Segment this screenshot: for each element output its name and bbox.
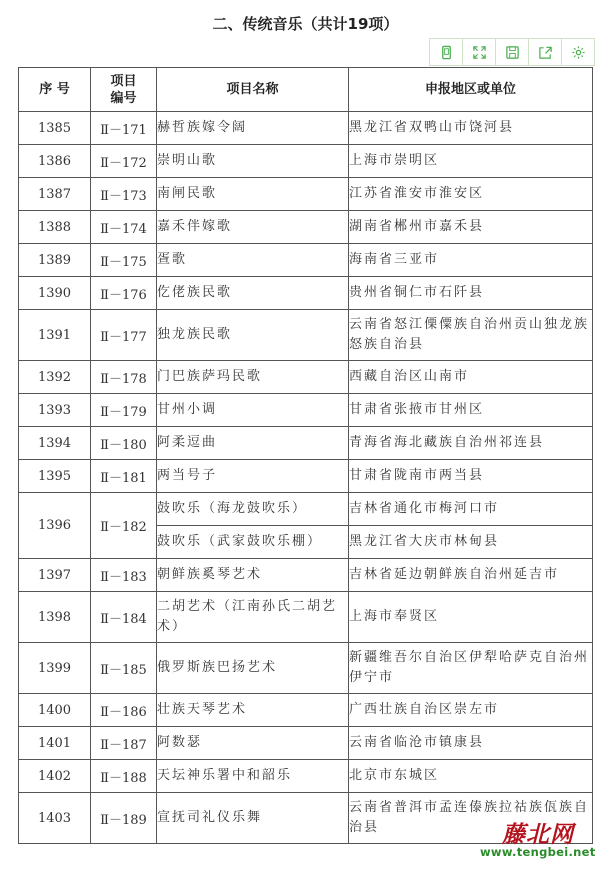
header-code: 项目 编号 xyxy=(91,68,157,112)
cell-name: 门巴族萨玛民歌 xyxy=(157,361,349,394)
cell-no: 1388 xyxy=(19,211,91,244)
table-row xyxy=(19,211,593,244)
cell-place: 广西壮族自治区崇左市 xyxy=(349,694,593,727)
fullscreen-icon xyxy=(472,45,487,60)
cell-place: 上海市崇明区 xyxy=(349,145,593,178)
table-header-row xyxy=(19,68,593,112)
table-row xyxy=(19,394,593,427)
share-icon xyxy=(538,45,553,60)
table-row xyxy=(19,361,593,394)
cell-no: 1387 xyxy=(19,178,91,211)
cell-name: 朝鲜族奚琴艺术 xyxy=(157,559,349,592)
cell-code: Ⅱ－171 xyxy=(91,112,157,145)
share-button[interactable] xyxy=(528,38,562,66)
table-row xyxy=(19,427,593,460)
cell-no: 1403 xyxy=(19,793,91,844)
cell-name: 二胡艺术（江南孙氏二胡艺术） xyxy=(157,592,349,643)
cell-name: 宣抚司礼仪乐舞 xyxy=(157,793,349,844)
table-row xyxy=(19,178,593,211)
cell-code: Ⅱ－185 xyxy=(91,643,157,694)
cell-name: 天坛神乐署中和韶乐 xyxy=(157,760,349,793)
cell-place: 贵州省铜仁市石阡县 xyxy=(349,277,593,310)
cell-place: 湖南省郴州市嘉禾县 xyxy=(349,211,593,244)
table-row xyxy=(19,643,593,694)
cell-place: 云南省临沧市镇康县 xyxy=(349,727,593,760)
cell-place: 青海省海北藏族自治州祁连县 xyxy=(349,427,593,460)
table-row xyxy=(19,145,593,178)
cell-no: 1386 xyxy=(19,145,91,178)
table-row xyxy=(19,310,593,361)
toolbar xyxy=(430,38,595,66)
table-row xyxy=(19,592,593,643)
table-row xyxy=(19,559,593,592)
cell-code: Ⅱ－188 xyxy=(91,760,157,793)
cell-place: 海南省三亚市 xyxy=(349,244,593,277)
cell-no: 1385 xyxy=(19,112,91,145)
cell-code: Ⅱ－176 xyxy=(91,277,157,310)
header-name: 项目名称 xyxy=(157,68,349,112)
cell-place: 江苏省淮安市淮安区 xyxy=(349,178,593,211)
cell-code: Ⅱ－181 xyxy=(91,460,157,493)
cell-place: 上海市奉贤区 xyxy=(349,592,593,643)
settings-icon xyxy=(571,45,586,60)
cell-name: 独龙族民歌 xyxy=(157,310,349,361)
table-row xyxy=(19,244,593,277)
cell-name: 俄罗斯族巴扬艺术 xyxy=(157,643,349,694)
cell-place: 黑龙江省双鸭山市饶河县 xyxy=(349,112,593,145)
cell-code: Ⅱ－183 xyxy=(91,559,157,592)
save-button[interactable] xyxy=(495,38,529,66)
header-place: 申报地区或单位 xyxy=(349,68,593,112)
cell-place: 云南省怒江傈僳族自治州贡山独龙族怒族自治县 xyxy=(349,310,593,361)
header-no: 序 号 xyxy=(19,68,91,112)
watermark-logo: 藤北网 xyxy=(502,821,574,848)
cell-code: Ⅱ－174 xyxy=(91,211,157,244)
cell-name: 两当号子 xyxy=(157,460,349,493)
fullscreen-button[interactable] xyxy=(462,38,496,66)
cell-no: 1394 xyxy=(19,427,91,460)
cell-no: 1399 xyxy=(19,643,91,694)
cell-code: Ⅱ－175 xyxy=(91,244,157,277)
table-row xyxy=(19,112,593,145)
cell-place: 黑龙江省大庆市林甸县 xyxy=(349,526,593,559)
mobile-icon xyxy=(439,45,454,60)
cell-place: 新疆维吾尔自治区伊犁哈萨克自治州伊宁市 xyxy=(349,643,593,694)
cell-place: 甘肃省张掖市甘州区 xyxy=(349,394,593,427)
cell-code: Ⅱ－179 xyxy=(91,394,157,427)
cell-code: Ⅱ－172 xyxy=(91,145,157,178)
site-watermark xyxy=(478,816,608,866)
cell-place: 西藏自治区山南市 xyxy=(349,361,593,394)
cell-name: 嘉禾伴嫁歌 xyxy=(157,211,349,244)
cell-code: Ⅱ－184 xyxy=(91,592,157,643)
table-row xyxy=(19,727,593,760)
mobile-view-button[interactable] xyxy=(429,38,463,66)
cell-code: Ⅱ－187 xyxy=(91,727,157,760)
cell-name: 阿数瑟 xyxy=(157,727,349,760)
cell-place: 甘肃省陇南市两当县 xyxy=(349,460,593,493)
cell-name: 甘州小调 xyxy=(157,394,349,427)
cell-code: Ⅱ－182 xyxy=(91,493,157,559)
cell-place: 吉林省通化市梅河口市 xyxy=(349,493,593,526)
table-row xyxy=(19,694,593,727)
cell-code: Ⅱ－173 xyxy=(91,178,157,211)
cell-name: 仡佬族民歌 xyxy=(157,277,349,310)
cell-no: 1397 xyxy=(19,559,91,592)
cell-name: 阿柔逗曲 xyxy=(157,427,349,460)
cell-name: 南闸民歌 xyxy=(157,178,349,211)
cell-place: 吉林省延边朝鲜族自治州延吉市 xyxy=(349,559,593,592)
cell-no: 1389 xyxy=(19,244,91,277)
cell-no: 1396 xyxy=(19,493,91,559)
table-row xyxy=(19,460,593,493)
settings-button[interactable] xyxy=(561,38,595,66)
cell-name: 崇明山歌 xyxy=(157,145,349,178)
cell-name: 赫哲族嫁令阔 xyxy=(157,112,349,145)
cell-code: Ⅱ－177 xyxy=(91,310,157,361)
table-row xyxy=(19,493,593,526)
cell-code: Ⅱ－186 xyxy=(91,694,157,727)
heritage-table xyxy=(18,67,593,844)
cell-no: 1390 xyxy=(19,277,91,310)
cell-no: 1392 xyxy=(19,361,91,394)
cell-name: 鼓吹乐（武家鼓吹乐棚） xyxy=(157,526,349,559)
save-icon xyxy=(505,45,520,60)
table-row xyxy=(19,760,593,793)
cell-code: Ⅱ－189 xyxy=(91,793,157,844)
cell-no: 1393 xyxy=(19,394,91,427)
cell-place: 云南省普洱市孟连傣族拉祜族佤族自治县 xyxy=(349,793,593,844)
watermark-url: www.tengbei.net xyxy=(480,845,596,859)
table-row xyxy=(19,277,593,310)
cell-no: 1391 xyxy=(19,310,91,361)
cell-no: 1398 xyxy=(19,592,91,643)
cell-name: 壮族天琴艺术 xyxy=(157,694,349,727)
cell-code: Ⅱ－180 xyxy=(91,427,157,460)
cell-no: 1400 xyxy=(19,694,91,727)
cell-name: 疍歌 xyxy=(157,244,349,277)
cell-place: 北京市东城区 xyxy=(349,760,593,793)
cell-name: 鼓吹乐（海龙鼓吹乐） xyxy=(157,493,349,526)
cell-no: 1402 xyxy=(19,760,91,793)
cell-no: 1395 xyxy=(19,460,91,493)
page-title: 二、传统音乐（共计19项） xyxy=(212,15,399,33)
cell-code: Ⅱ－178 xyxy=(91,361,157,394)
cell-no: 1401 xyxy=(19,727,91,760)
